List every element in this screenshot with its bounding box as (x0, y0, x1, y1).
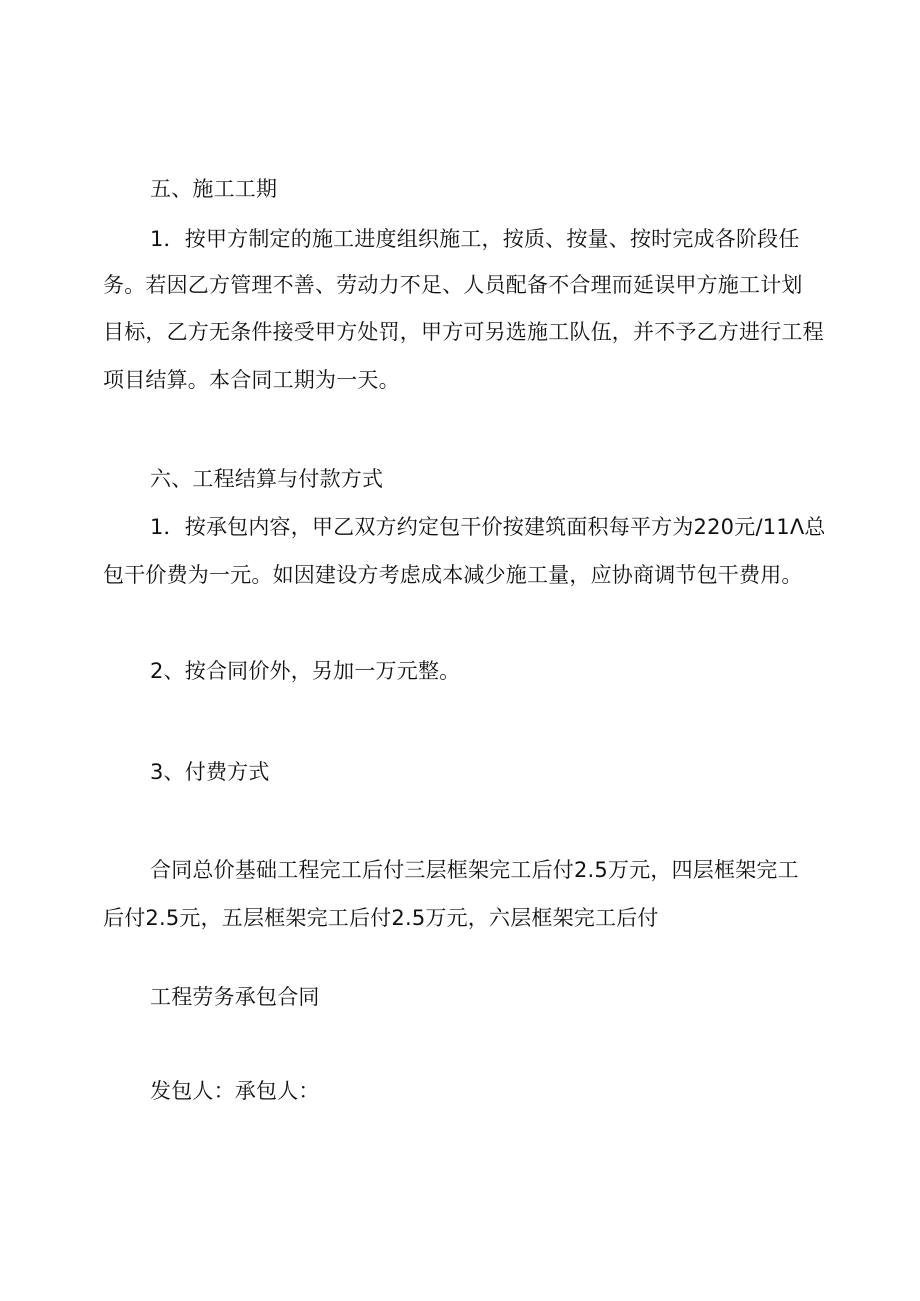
paragraph-line: 1．按甲方制定的施工进度组织施工，按质、按量、按时完成各阶段任 (150, 227, 800, 251)
paragraph-line: 合同总价基础工程完工后付三层框架完工后付2.5万元，四层框架完工 (150, 858, 799, 882)
contract-title: 工程劳务承包合同 (150, 985, 320, 1009)
paragraph-line: 目标，乙方无条件接受甲方处罚，甲方可另选施工队伍，并不予乙方进行工程 (103, 320, 824, 344)
paragraph-line: 2、按合同价外，另加一万元整。 (150, 659, 461, 683)
section-heading-construction-period: 五、施工工期 (150, 177, 278, 201)
paragraph-line: 务。若因乙方管理不善、劳动力不足、人员配备不合理而延误甲方施工计划 (103, 273, 803, 297)
parties-line: 发包人：承包人： (150, 1079, 320, 1103)
paragraph-line: 3、付费方式 (150, 760, 270, 784)
section-heading-settlement-payment: 六、工程结算与付款方式 (150, 467, 384, 491)
paragraph-line: 后付2.5元，五层框架完工后付2.5万元，六层框架完工后付 (103, 906, 659, 930)
paragraph-line: 项目结算。本合同工期为一天。 (103, 368, 400, 392)
paragraph-line: 包干价费为一元。如因建设方考虑成本减少施工量，应协商调节包干费用。 (103, 563, 803, 587)
paragraph-line: 1．按承包内容，甲乙双方约定包干价按建筑面积每平方为220元/11Λ总 (150, 515, 826, 539)
